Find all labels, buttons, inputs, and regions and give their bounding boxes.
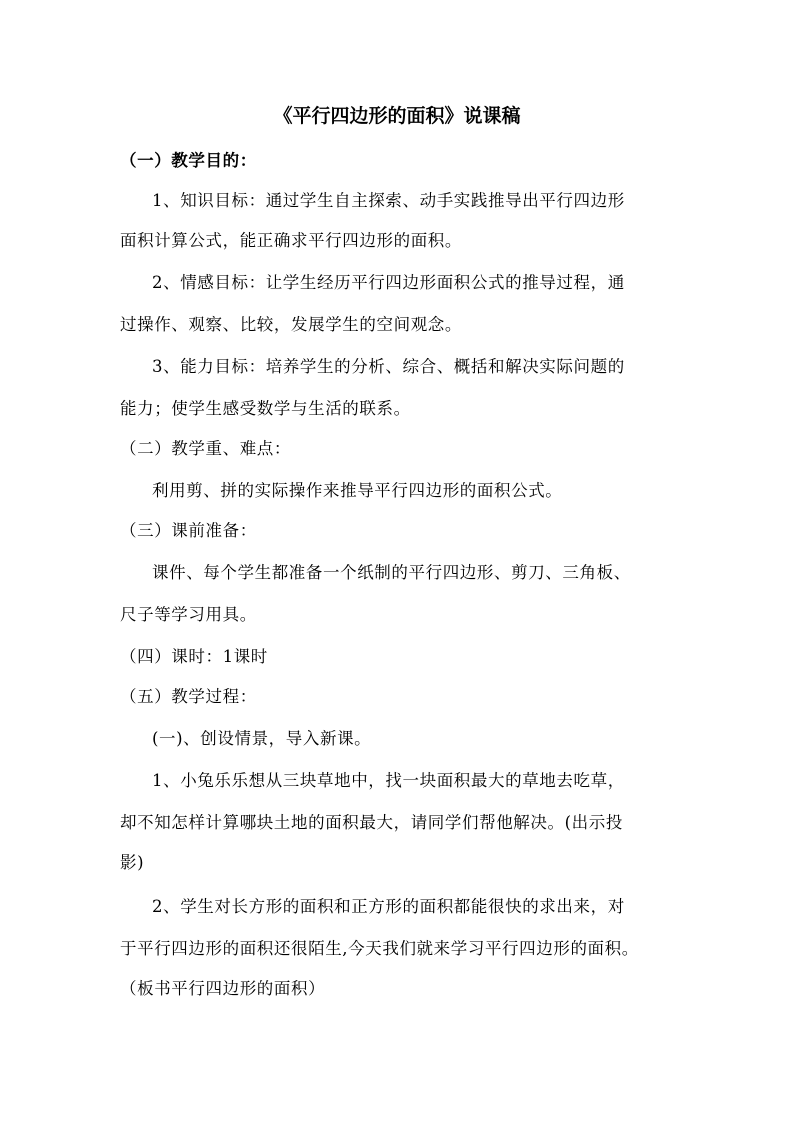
paragraph-line: 课件、每个学生都准备一个纸制的平行四边形、剪刀、三角板、 bbox=[152, 563, 631, 582]
subsection-heading: (一)、创设情景，导入新课。 bbox=[152, 729, 372, 748]
paragraph-line: 面积计算公式，能正确求平行四边形的面积。 bbox=[120, 231, 462, 250]
section-heading-teaching-process: （五）教学过程： bbox=[120, 687, 257, 706]
paragraph-line: 却不知怎样计算哪块土地的面积最大，请同学们帮他解决。(出示投 bbox=[120, 813, 623, 832]
paragraph-line: 尺子等学习用具。 bbox=[120, 605, 257, 624]
paragraph-line: 2、学生对长方形的面积和正方形的面积都能很快的求出来，对 bbox=[152, 897, 625, 916]
paragraph-line: 利用剪、拼的实际操作来推导平行四边形的面积公式。 bbox=[152, 481, 563, 500]
section-heading-objectives: （一）教学目的： bbox=[120, 151, 257, 170]
section-heading-preparation: （三）课前准备： bbox=[120, 521, 257, 540]
paragraph-line: 于平行四边形的面积还很陌生,今天我们就来学习平行四边形的面积。 bbox=[120, 939, 639, 958]
paragraph-line: （板书平行四边形的面积） bbox=[120, 979, 326, 998]
document-title: 《平行四边形的面积》说课稿 bbox=[273, 105, 521, 127]
paragraph-line: 1、小兔乐乐想从三块草地中，找一块面积最大的草地去吃草， bbox=[152, 771, 625, 790]
paragraph-line: 3、能力目标：培养学生的分析、综合、概括和解决实际问题的 bbox=[152, 357, 625, 376]
section-heading-key-points: （二）教学重、难点： bbox=[120, 439, 291, 458]
section-heading-class-hours: （四）课时：1课时 bbox=[120, 647, 268, 666]
paragraph-line: 过操作、观察、比较，发展学生的空间观念。 bbox=[120, 315, 462, 334]
paragraph-line: 影) bbox=[120, 853, 145, 872]
paragraph-line: 1、知识目标：通过学生自主探索、动手实践推导出平行四边形 bbox=[152, 191, 625, 210]
paragraph-line: 2、情感目标：让学生经历平行四边形面积公式的推导过程，通 bbox=[152, 273, 625, 292]
paragraph-line: 能力；使学生感受数学与生活的联系。 bbox=[120, 399, 411, 418]
